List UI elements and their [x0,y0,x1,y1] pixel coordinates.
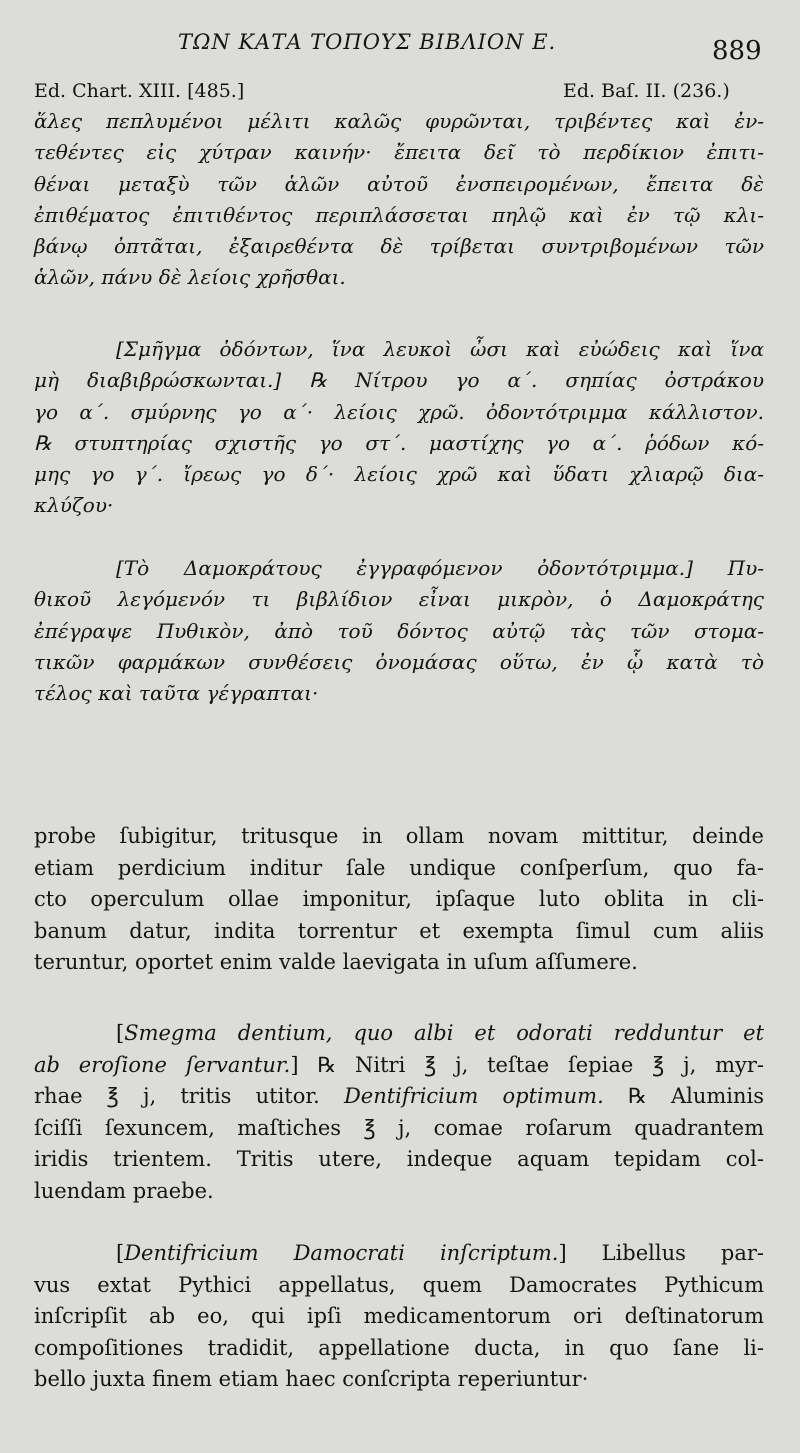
text-line: βάνῳ ὀπτᾶται, ἐξαιρεθέντα δὲ τρίβεται συντριβομένων τῶν [34,234,764,259]
text-line: cto operculum ollae imponitur, ipſaque luto oblita in cli- [34,887,764,911]
text-run: ℞ Aluminis [603,1084,764,1108]
text-line: θέναι μεταξὺ τῶν ἁλῶν αὐτοῦ ἐνσπειρομένων, ἔπειτα δὲ [34,171,764,196]
text-line [34,1081,764,1113]
edition-reference-right: Ed. Baſ. II. (236.) [563,80,730,102]
text-line: [Smegma dentium, quo albi et odorati redduntur et [116,1021,764,1045]
latin-paragraph-2 [34,1018,764,1207]
greek-paragraph-3 [34,553,764,709]
section-heading-italic: ab eroſione ſervantur. [34,1052,291,1077]
text-line: ἅλες πεπλυμένοι μέλιτι καλῶς φυρῶνται, τριβέντες καὶ ἐν- [34,109,764,133]
text-run: rhae ℥ j, tritis utitor. [34,1084,344,1108]
text-line: τικῶν φαρμάκων συνθέσεις ὀνομάσας οὕτω, ἐν ᾧ κατὰ τὸ [34,649,764,674]
text-line: μὴ διαβιβρώσκωνται.] ℞ Νίτρου γο α΄. σηπίας ὀστράκου [34,368,764,393]
running-head [0,28,800,68]
text-line: μης γο γ΄. ἴρεως γο δ΄· λείοις χρῶ καὶ ὕδατι χλιαρῷ δια- [34,462,764,487]
section-heading-italic: Smegma dentium, quo albi et odorati redduntur et [124,1021,764,1045]
section-heading-italic: Dentifricium optimum. [343,1084,604,1108]
text-line: τέλος καὶ ταῦτα γέγραπται· [34,681,319,706]
text-line: etiam perdicium inditur ſale undique conſperſum, quo fa- [34,855,764,880]
text-line: compoſitiones tradidit, appellatione ducta, in quo ſane li- [34,1335,764,1360]
text-line: bello juxta finem etiam haec conſcripta reperiuntur· [34,1367,589,1391]
greek-paragraph-2 [34,334,764,522]
text-run: ] Libellus par- [558,1241,764,1265]
latin-paragraph-1 [34,821,764,979]
greek-paragraph-1 [34,106,764,294]
text-line [34,1050,764,1082]
text-line: [Τὸ Δαμοκράτους ἐγγραφόμενον ὀδοντότριμμα.] Πυ- [116,556,764,580]
text-line: ℞ στυπτηρίας σχιστῆς γο στ΄. μαστίχης γο α΄. ῥόδων κό- [34,430,764,455]
text-line: τεθέντες εἰς χύτραν καινήν· ἔπειτα δεῖ τὸ περδίκιον ἐπιτι- [34,140,764,165]
text-line: vus extat Pythici appellatus, quem Damocrates Pythicum [34,1272,764,1297]
running-title: ΤΩΝ ΚΑΤΑ ΤΟΠΟΥΣ ΒΙΒΛΙΟΝ Ε. [178,30,557,54]
page-number: 889 [712,36,762,66]
text-line: [Σμῆγμα ὀδόντων, ἵνα λευκοὶ ὦσι καὶ εὐώδεις καὶ ἵνα [116,337,764,361]
text-line: probe ſubigitur, tritusque in ollam novam mittitur, deinde [34,824,764,848]
text-line: γο α΄. σμύρνης γο α΄· λείοις χρῶ. ὀδοντότριμμα κάλλιστον. [34,399,764,424]
text-run: ] ℞ Nitri ℥ j, teſtae ſepiae ℥ j, myr- [290,1052,764,1077]
text-line: banum datur, indita torrentur et exempta ſimul cum aliis [34,918,764,943]
text-line: ſciſſi ſexuncem, maſtiches ℥ j, comae roſarum quadrantem [34,1115,764,1140]
text-line: ἁλῶν, πάνυ δὲ λείοις χρῆσθαι. [34,265,346,290]
text-line: iridis trientem. Tritis utere, indeque aquam tepidam col- [34,1147,764,1171]
text-line: teruntur, oportet enim valde laevigata in uſum aſſumere. [34,950,638,974]
latin-paragraph-3 [34,1238,764,1396]
text-line: ἐπιθέματος ἐπιτιθέντος περιπλάσσεται πηλῷ καὶ ἐν τῷ κλι- [34,202,764,227]
text-line: [Dentifricium Damocrati inſcriptum.] Libellus par- [116,1241,764,1265]
edition-reference-left: Ed. Chart. XIII. [485.] [34,80,245,102]
text-line: inſcripſit ab eo, qui ipſi medicamentorum ori deſtinatorum [34,1304,764,1328]
section-heading-italic: Dentifricium Damocrati inſcriptum. [124,1241,559,1265]
text-line: ἐπέγραψε Πυθικὸν, ἀπὸ τοῦ δόντος αὐτῷ τὰς τῶν στομα- [34,618,764,643]
text-line: κλύζου· [34,493,114,518]
text-line: luendam praebe. [34,1178,214,1203]
text-line: θικοῦ λεγόμενόν τι βιβλίδιον εἶναι μικρὸν, ὁ Δαμοκράτης [34,587,764,612]
